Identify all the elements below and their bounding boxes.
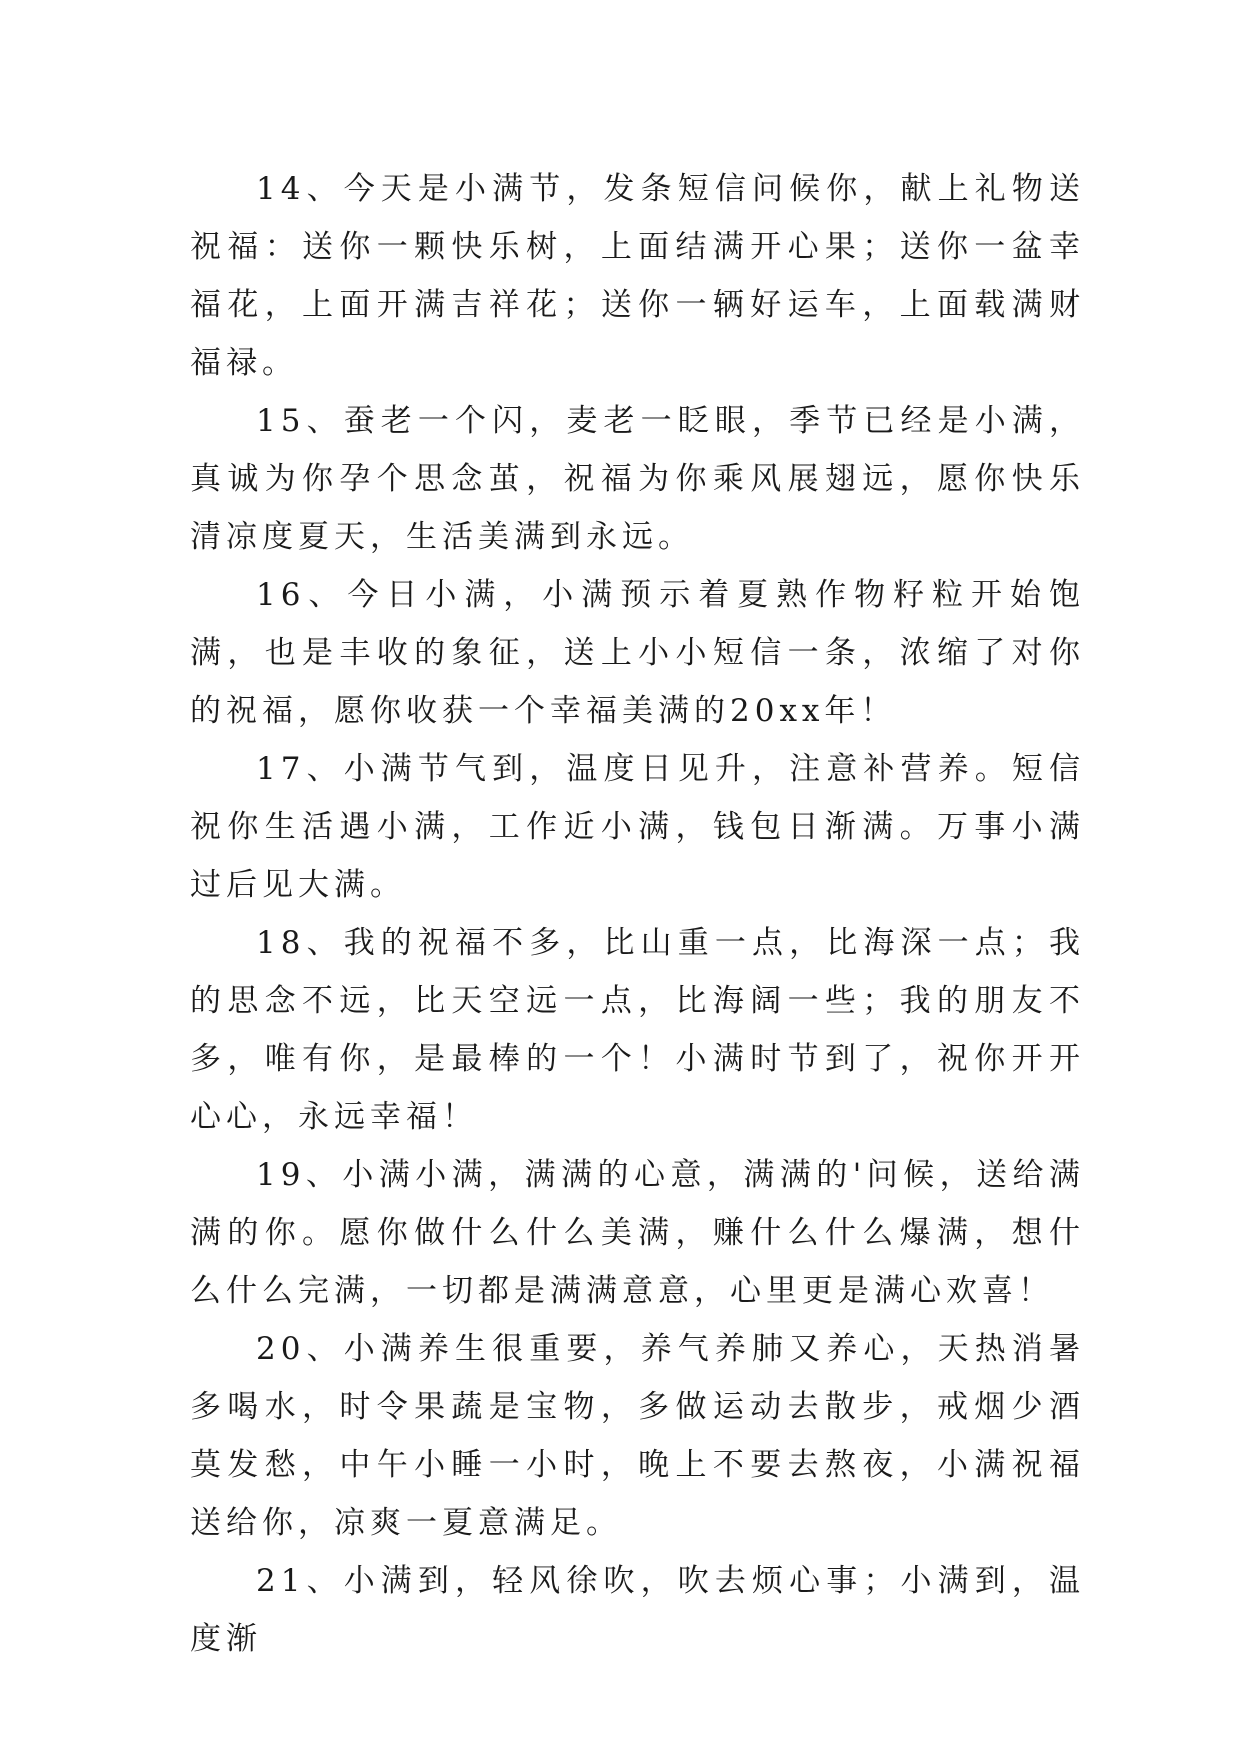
document-body	[190, 160, 1085, 1668]
paragraph-17: 17、小满节气到，温度日见升，注意补营养。短信祝你生活遇小满，工作近小满，钱包日渐满。万事小满过后见大满。	[190, 751, 1085, 903]
paragraph-15: 15、蚕老一个闪，麦老一眨眼，季节已经是小满，真诚为你孕个思念茧，祝福为你乘风展翅远，愿你快乐清凉度夏天，生活美满到永远。	[190, 403, 1085, 555]
paragraph-14: 14、今天是小满节，发条短信问候你，献上礼物送祝福：送你一颗快乐树，上面结满开心果；送你一盆幸福花，上面开满吉祥花；送你一辆好运车，上面载满财福禄。	[190, 171, 1085, 381]
paragraph-16: 16、今日小满，小满预示着夏熟作物籽粒开始饱满，也是丰收的象征，送上小小短信一条，浓缩了对你的祝福，愿你收获一个幸福美满的20xx年！	[190, 577, 1085, 729]
paragraph-18: 18、我的祝福不多，比山重一点，比海深一点；我的思念不远，比天空远一点，比海阔一些；我的朋友不多，唯有你，是最棒的一个！小满时节到了，祝你开开心心，永远幸福！	[190, 925, 1085, 1135]
paragraph-21: 21、小满到，轻风徐吹，吹去烦心事；小满到，温度渐	[190, 1563, 1085, 1657]
paragraph-19: 19、小满小满，满满的心意，满满的'问候，送给满满的你。愿你做什么什么美满，赚什么什么爆满，想什么什么完满，一切都是满满意意，心里更是满心欢喜！	[190, 1157, 1085, 1309]
paragraph-20: 20、小满养生很重要，养气养肺又养心，天热消暑多喝水，时令果蔬是宝物，多做运动去散步，戒烟少酒莫发愁，中午小睡一小时，晚上不要去熬夜，小满祝福送给你，凉爽一夏意满足。	[190, 1331, 1085, 1541]
